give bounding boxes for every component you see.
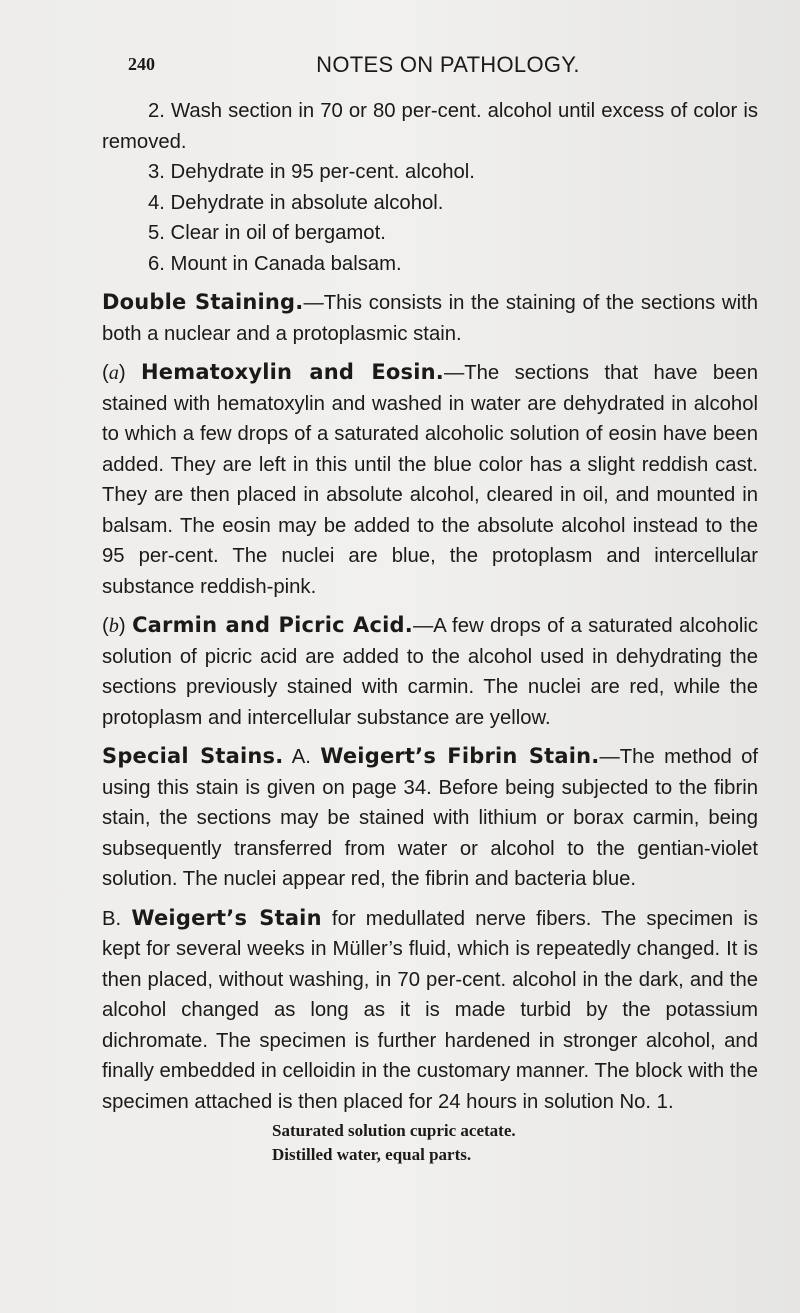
solution-formula [272,1119,758,1167]
fibrin-stain-heading: Weigert’s Fibrin Stain. [320,744,600,768]
special-stains-heading: Special Stains. [102,744,284,768]
hematoxylin-eosin-paragraph: (a) Hematoxylin and Eosin.—The sections that have been stained with hematoxylin and washed in water are dehydrated in alcohol to which a few drops of a saturated alcoholic solution of eosin have been added. They are left in this until the blue color has a slight reddish cast. They are then placed in absolute alcohol, cleared in oil, and mounted in balsam. The eosin may be added to the absolute alcohol instead to the 95 per-cent. The nuclei are blue, the protoplasm and intercellular substance reddish-pink. [102,360,758,598]
step-2: 2. Wash section in 70 or 80 per-cent. alcohol until excess of color is removed. [102,100,758,153]
solution-line-1: Saturated solution cupric acetate. [272,1121,516,1140]
weigert-nerve-heading: Weigert’s Stain [131,905,322,930]
fibrin-stain-text: —The method of using this stain is given on page 34. Before being subjected to the fibrin stain, the sections may be stained with lithium or borax carmin, being subsequently transferred from water or alcohol to the gentian-violet solution. The nuclei appear red, the fibrin and bacteria blue. [102,746,759,890]
running-title: NOTES ON PATHOLOGY. [316,52,580,77]
step-6: 6. Mount in Canada balsam. [148,252,402,275]
page-header [128,50,768,80]
step-5: 5. Clear in oil of bergamot. [148,222,386,244]
double-staining-heading: Double Staining. [102,290,304,314]
solution-line-2: Distilled water, equal parts. [272,1145,472,1164]
hematoxylin-text: —The sections that have been stained with hematoxylin and washed in water are dehydrated in alcohol to which a few drops of a saturated alcoholic solution of eosin have been added. They are left in this until the blue color has a slight reddish cast. They are then placed in absolute alcohol, cleared in oil, and mounted in balsam. The eosin may be added to the absolute alcohol instead to the 95 per-cent. The nuclei are blue, the protoplasm and intercellular substance reddish-pink. [102,362,758,598]
page-number: 240 [128,54,155,74]
page-body [102,96,758,1167]
step-4: 4. Dehydrate in absolute alcohol. [148,191,444,214]
carmin-heading: Carmin and Picric Acid. [132,613,413,637]
special-stains-paragraph [102,741,758,895]
step-3: 3. Dehydrate in 95 per-cent. alcohol. [148,161,475,183]
weigert-nerve-paragraph [102,903,758,1118]
carmin-text: —A few drops of a saturated alcoholic solution of picric acid are added to the alcohol used in dehydrating the sections previously stained with carmin. The nuclei are red, while the protoplasm and intercellular substance are yellow. [102,615,759,729]
double-staining-text: —This consists in the staining of the sections with both a nuclear and a protoplasmic stain. [102,292,758,345]
double-staining-paragraph [102,287,758,349]
hematoxylin-label: a [108,362,119,384]
carmin-picric-paragraph: (b) Carmin and Picric Acid.—A few drops of a saturated alcoholic solution of picric acid are added to the alcohol used in dehydrating the sections previously stained with carmin. The nuclei are red, while the protoplasm and intercellular substance are yellow. [102,613,759,729]
carmin-label: b [108,615,119,637]
weigert-nerve-label: B. [102,907,122,930]
hematoxylin-heading: Hematoxylin and Eosin. [141,360,444,384]
weigert-nerve-text: for medullated nerve fibers. The specimen is kept for several weeks in Müller’s fluid, which is repeatedly changed. It is then placed, without washing, in 70 per-cent. alcohol in the dark, and the alcohol changed as long as it is made turbid by the potassium dichromate. The specimen is further hardened in stronger alcohol, and finally embedded in celloidin in the customary manner. The block with the specimen attached is then placed for 24 hours in solution No. 1. [102,907,758,1113]
special-sub-label: A. [291,746,311,768]
